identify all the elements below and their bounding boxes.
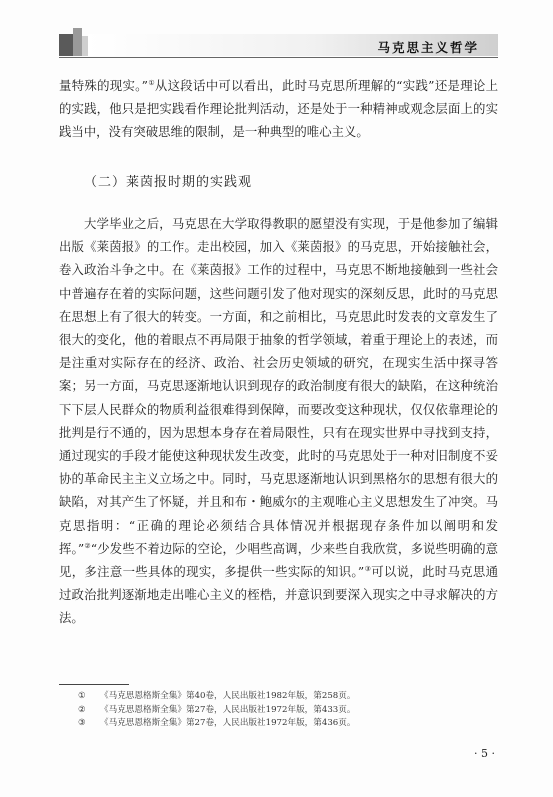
footnote-number: ① <box>78 691 86 701</box>
paragraph-1 <box>59 74 498 144</box>
paragraph-1-text-b: 从这段话中可以看出，此时马克思所理解的“实践”还是理论上的实践，他只是把实践看作理论批判活动，还是处于一种精神或观念层面上的实践当中，没有突破思维的限制，是一种典型的唯心主义。 <box>59 78 498 140</box>
paragraph-2-text-b: “少发些不着边际的空论，少唱些高调，少来些自我欣赏，多说些明确的意见，多注意一些具体的现实，多提供一些实际的知识。” <box>59 540 499 580</box>
footnote-number: ② <box>78 704 86 715</box>
page-header <box>0 0 553 70</box>
paragraph-2-text-a: 大学毕业之后，马克思在大学取得教职的愿望没有实现，于是他参加了编辑出版《莱茵报》的工作。走出校园，加入《莱茵报》的马克思，开始接触社会，卷入政治斗争之中。在《莱茵报》工作的过程中，马克思不断地接触到一些社会中普遍存在着的实际问题，这些问题引发了他对现实的深刻反思，此时的马克思在思想上有了很大的转变。一方面，和之前相比，马克思此时发表的文章发生了很大的变化，他的着眼点不再局限于抽象的哲学领域，着重于理论上的表述，而是注重对实际存在的经济、政治、社会历史领域的研究，在现实生活中探寻答案；另一方面，马克思逐渐地认识到现存的政治制度有很大的缺陷，在这种统治下下层人民群众的物质利益很难得到保障，而要改变这种现状，仅仅依靠理论的批判是行不通的，因为思想本身存在着局限性，只有在现实世界中寻找到支持，通过现实的手段才能使这种现状发生改变，此时的马克思处于一种对旧制度不妥协的革命民主主义立场之中。同时，马克思逐渐地认识到黑格尔的思想有很大的缺陷，对其产生了怀疑，并且和布・鲍威尔的主观唯心主义思想发生了冲突。马克思指明：“正确的理论必须结合具体情况并根据现存条件加以阐明和发挥。” <box>59 216 498 556</box>
running-title: 马克思主义哲学 <box>377 40 479 55</box>
footnote-text: 《马克思恩格斯全集》第27卷，人民出版社1972年版，第433页。 <box>100 704 356 715</box>
footnotes <box>78 690 355 731</box>
header-rule <box>59 57 498 58</box>
footnote-item <box>78 717 355 731</box>
page-number: · 5 · <box>474 747 495 760</box>
footnote-text: 《马克思恩格斯全集》第27卷，人民出版社1972年版，第436页。 <box>100 718 356 728</box>
footnote-ref-3: ③ <box>364 565 372 574</box>
footnote-rule <box>59 684 129 685</box>
header-decoration-mid <box>73 28 82 56</box>
footnote-text: 《马克思恩格斯全集》第40卷，人民出版社1982年版，第258页。 <box>100 691 356 701</box>
header-decoration-dark <box>59 34 73 56</box>
paragraph-2 <box>59 212 498 630</box>
paragraph-2-text-c: 可以说，此时马克思通过政治批判逐渐地走出唯心主义的桎梏，并意识到要深入现实之中寻求解决的方法。 <box>59 564 498 626</box>
footnote-ref-2: ② <box>84 541 91 550</box>
footnote-item <box>78 704 355 718</box>
footnote-ref-1: ① <box>148 79 155 87</box>
footnote-number: ③ <box>78 718 86 728</box>
paragraph-1-text-a: 量特殊的现实。” <box>59 78 149 93</box>
footnote-item <box>78 690 355 704</box>
section-heading: （二）莱茵报时期的实践观 <box>84 175 253 190</box>
